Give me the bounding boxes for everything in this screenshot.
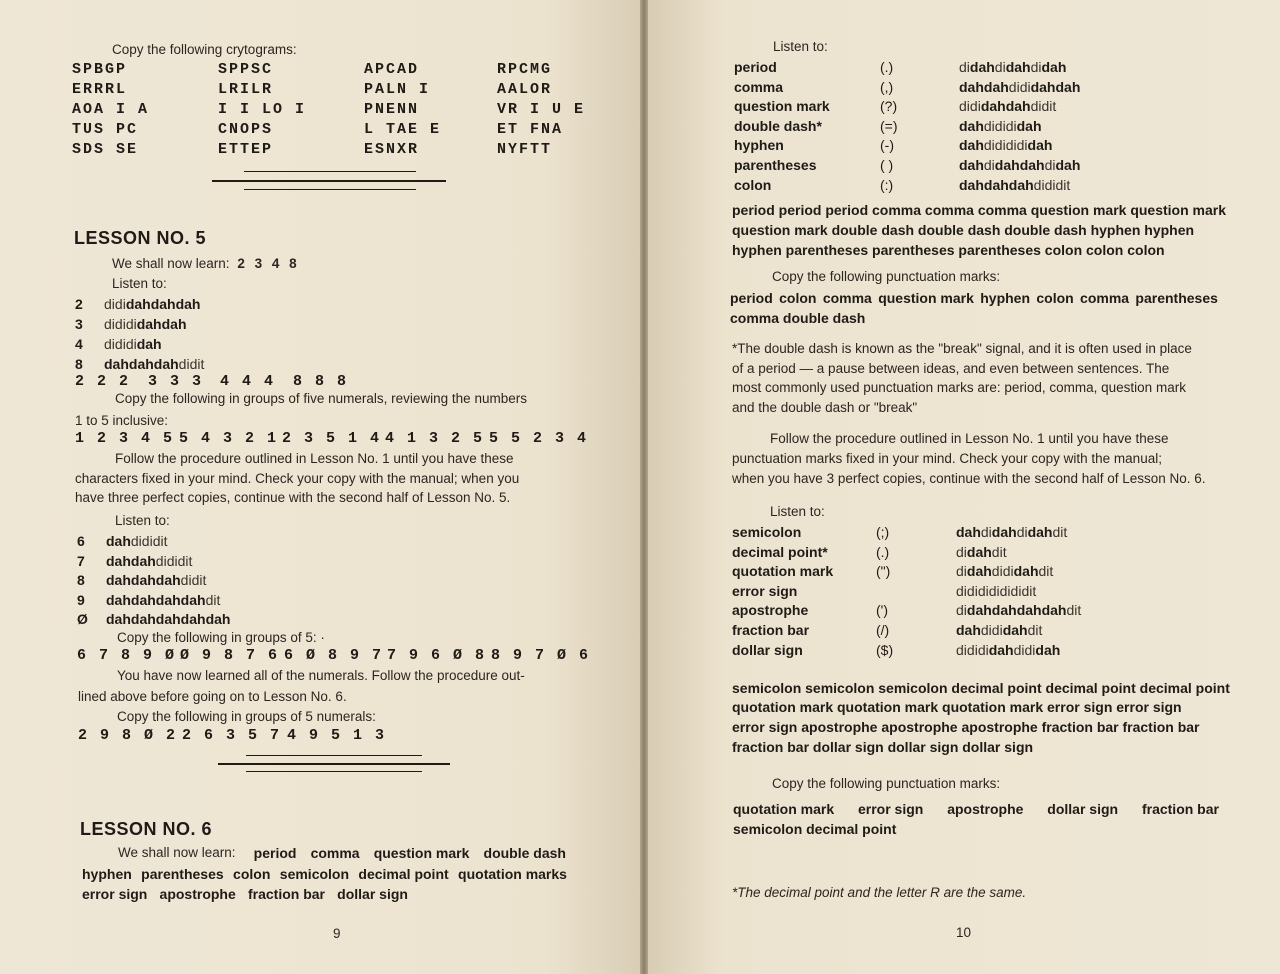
cryptogram-group: ET FNA — [497, 121, 564, 138]
copy-item: comma — [822, 290, 872, 306]
follow-line3: when you have 3 perfect copies, continue with the second half of Lesson No. 6. — [732, 471, 1206, 486]
numeral: 7 — [77, 552, 85, 569]
morse-code: didididah — [104, 336, 162, 352]
learn-item: semicolon — [279, 866, 350, 882]
cryptogram-group: I I LO I — [218, 101, 307, 118]
punct-name: semicolon — [732, 524, 802, 540]
copy-b1 — [733, 801, 1219, 817]
cryptogram-group: VR I U E — [497, 101, 586, 118]
copy-item: apostrophe — [947, 801, 1024, 817]
page-number: 10 — [956, 925, 972, 940]
note-line1: *The double dash is known as the "break" signal, and it is often used in place — [732, 341, 1192, 356]
punct-symbol: (;) — [876, 524, 890, 540]
cryptogram-group: PNENN — [364, 101, 420, 118]
cryptogram-group: ESNXR — [364, 141, 420, 158]
cryptogram-group: SPPSC — [218, 61, 274, 78]
drill-group: 8 8 8 — [293, 373, 349, 390]
punct-name: comma — [734, 78, 784, 95]
lesson6-title: LESSON NO. 6 — [80, 819, 213, 839]
learn-item: dollar sign — [337, 886, 408, 902]
copy-five-line1: Copy the following in groups of five numerals, reviewing the numbers — [115, 391, 527, 406]
lesson5-learn — [112, 256, 300, 271]
punct-symbol: (=) — [880, 117, 898, 134]
right-page — [648, 0, 1280, 974]
learn-label: We shall now learn: — [118, 845, 236, 860]
morse-code: dahdahdahdahdit — [106, 591, 221, 608]
follow-line1: Follow the procedure outlined in Lesson No. 1 until you have these — [115, 451, 514, 466]
numeral: 6 — [77, 533, 85, 549]
punct-symbol: (-) — [880, 137, 894, 154]
cryptogram-group: AOA I A — [72, 101, 150, 118]
numeral-group: 4 1 3 2 5 — [385, 430, 485, 447]
punct-name: fraction bar — [732, 622, 810, 638]
numeral-group: 2 3 5 1 4 — [282, 430, 382, 447]
numeral-group: 2 6 3 5 7 — [182, 727, 282, 744]
listen-label: Listen to: — [112, 276, 167, 291]
drill-b2: quotation mark quotation mark quotation mark error sign error sign — [732, 699, 1182, 715]
numeral-group: 8 9 7 Ø 6 — [491, 647, 591, 664]
follow-line2: punctuation marks fixed in your mind. Check your copy with the manual; — [732, 451, 1162, 466]
drill-b3: error sign apostrophe apostrophe apostrophe fraction bar fraction bar — [732, 719, 1200, 735]
cryptogram-group: ERRRL — [72, 81, 128, 98]
punct-name: hyphen — [734, 137, 784, 154]
learn-item: apostrophe — [159, 886, 236, 902]
morse-code: dahdididahdit — [956, 622, 1043, 638]
punct-name: quotation mark — [732, 563, 834, 580]
morse-code: dididahdahdah — [104, 296, 201, 312]
cryptogram-group: SPBGP — [72, 61, 128, 78]
cryptogram-group: AALOR — [497, 81, 553, 98]
copy-item: quotation mark — [733, 801, 835, 817]
morse-code: dahdididididah — [959, 137, 1053, 154]
cryptogram-group: PALN I — [364, 81, 431, 98]
divider-rule — [246, 755, 422, 756]
learn-item: colon — [233, 866, 271, 882]
numeral-group: 5 5 2 3 4 — [489, 430, 589, 447]
learn-value: 2 3 4 8 — [237, 256, 300, 271]
learn-item: parentheses — [141, 866, 224, 882]
numeral-group: Ø 9 8 7 6 — [180, 647, 280, 664]
punct-name: dollar sign — [732, 641, 803, 658]
copy-punct-label: Copy the following punctuation marks: — [772, 269, 1001, 284]
morse-code: dididididididit — [956, 582, 1037, 599]
numeral-group: 7 9 6 Ø 8 — [387, 647, 487, 664]
copy-item: dollar sign — [1047, 801, 1119, 817]
drill-b4: fraction bar dollar sign dollar sign dollar sign — [732, 739, 1034, 755]
punct-symbol: ($) — [876, 641, 894, 658]
learn-item: double dash — [483, 845, 566, 861]
numeral: 8 — [75, 356, 83, 372]
follow-line3: have three perfect copies, continue with the second half of Lesson No. 5. — [75, 490, 511, 505]
punct-symbol: (') — [876, 602, 888, 619]
copy-item: comma — [1080, 290, 1130, 306]
numeral: Ø — [77, 611, 88, 627]
note-line3: most commonly used punctuation marks are: period, comma, question mark — [732, 380, 1186, 395]
morse-code: didahdahdahdahdit — [956, 602, 1082, 619]
morse-code: didahdidahdidah — [959, 59, 1067, 75]
numeral: 9 — [77, 591, 85, 608]
learn-item: period — [253, 845, 297, 861]
punct-symbol: (/) — [876, 622, 890, 638]
learn-item: decimal point — [358, 866, 449, 882]
morse-code: dahdahdahdidit — [106, 572, 207, 588]
cryptogram-group: CNOPS — [218, 121, 274, 138]
learned-line1: You have now learned all of the numerals. Follow the procedure out- — [117, 668, 525, 683]
copy-five-b: Copy the following in groups of 5: · — [117, 630, 325, 645]
morse-code: dahdidahdidahdit — [956, 524, 1068, 540]
punct-symbol: (") — [876, 563, 891, 580]
lesson6-line3 — [82, 886, 408, 902]
note-line2: of a period — a pause between ideas, and even between sentences. The — [732, 361, 1170, 376]
numeral: 2 — [75, 296, 83, 312]
learn-item: fraction bar — [247, 886, 325, 902]
numeral-group: 5 4 3 2 1 — [179, 430, 279, 447]
divider-rule — [244, 189, 416, 190]
numeral-group: 1 2 3 4 5 — [75, 430, 175, 447]
punct-name: error sign — [732, 582, 798, 599]
copy-b2: semicolon decimal point — [733, 821, 897, 837]
copy-item: error sign — [857, 801, 924, 817]
morse-code: didididahdah — [104, 316, 187, 332]
punct-name: period — [734, 59, 777, 75]
punct-symbol: ( ) — [880, 157, 894, 173]
punct-symbol: (.) — [880, 59, 894, 75]
learn-item: comma — [310, 845, 360, 861]
numeral-group: 2 9 8 Ø 2 — [78, 727, 178, 744]
numeral: 8 — [77, 572, 85, 588]
morse-code: dahdahdahdahdah — [106, 611, 231, 627]
morse-code: didahdididahdit — [956, 563, 1054, 580]
punct-name: parentheses — [734, 157, 817, 173]
punct-symbol: (,) — [880, 78, 894, 95]
morse-code: dahdahdahdididit — [959, 176, 1071, 193]
punct-name: double dash* — [734, 117, 822, 134]
morse-code: dididahdahdidit — [959, 98, 1057, 115]
note-line4: and the double dash or "break" — [732, 400, 918, 415]
punct-name: decimal point* — [732, 543, 828, 560]
cryptogram-group: L TAE E — [364, 121, 442, 138]
copy-item: colon — [779, 290, 817, 306]
copy-punct-label-2: Copy the following punctuation marks: — [772, 776, 1001, 791]
punct-name: apostrophe — [732, 602, 809, 619]
drill-group: 3 3 3 — [148, 373, 204, 390]
morse-code: didahdit — [956, 543, 1007, 560]
cryptogram-group: TUS PC — [72, 121, 139, 138]
morse-code: didididahdididah — [956, 641, 1061, 658]
drill-group: 2 2 2 — [75, 373, 131, 390]
numeral-group: 6 7 8 9 Ø — [77, 647, 177, 664]
morse-code: dahdidididah — [959, 117, 1042, 134]
follow-line2: characters fixed in your mind. Check your copy with the manual; when you — [75, 471, 520, 486]
copy-a2: comma double dash — [730, 310, 866, 326]
divider-rule — [244, 171, 416, 172]
copy-item: hyphen — [980, 290, 1031, 306]
lesson6-line1 — [118, 845, 566, 861]
crypto-intro: Copy the following crytograms: — [112, 42, 297, 57]
punct-name: question mark — [734, 98, 830, 115]
drill-a1: period period period comma comma comma question mark question mark — [732, 202, 1227, 218]
learned-line2: lined above before going on to Lesson No. 6. — [78, 689, 347, 704]
copy-item: period — [730, 290, 773, 306]
listen-label-2: Listen to: — [770, 504, 825, 519]
divider-rule — [246, 771, 422, 772]
copy-item: fraction bar — [1141, 801, 1219, 817]
morse-code: dahdidahdahdidah — [959, 157, 1081, 173]
cryptogram-group: LRILR — [218, 81, 274, 98]
drill-b1: semicolon semicolon semicolon decimal point decimal point decimal point — [732, 680, 1230, 696]
learn-item: hyphen — [82, 866, 132, 882]
copy-item: parentheses — [1135, 290, 1218, 306]
punct-symbol: (:) — [880, 176, 894, 193]
divider-rule — [218, 763, 450, 765]
punct-symbol: (.) — [876, 543, 890, 560]
numeral-group: 4 9 5 1 3 — [287, 727, 387, 744]
numeral: 4 — [75, 336, 83, 352]
learn-item: question mark — [373, 845, 470, 861]
copy-item: question mark — [878, 290, 974, 306]
cryptogram-group: ETTEP — [218, 141, 274, 158]
punct-symbol: (?) — [880, 98, 898, 115]
numeral-group: 6 Ø 8 9 7 — [284, 647, 384, 664]
morse-code: dahdididit — [106, 533, 168, 549]
numeral: 3 — [75, 316, 83, 332]
learn-label: We shall now learn: — [112, 256, 230, 271]
drill-a3: hyphen parentheses parentheses parentheses colon colon colon — [732, 242, 1165, 258]
listen-label-2: Listen to: — [115, 513, 170, 528]
follow-line1: Follow the procedure outlined in Lesson No. 1 until you have these — [770, 431, 1169, 446]
cryptogram-group: APCAD — [364, 61, 420, 78]
copy-five-line2: 1 to 5 inclusive: — [75, 413, 169, 428]
learn-item: error sign — [82, 886, 148, 902]
copy-a1 — [730, 290, 1218, 306]
copy-five-c: Copy the following in groups of 5 numerals: — [117, 709, 376, 724]
morse-code: dahdahdididahdah — [959, 78, 1081, 95]
copy-item: colon — [1036, 290, 1074, 306]
cryptogram-group: NYFTT — [497, 141, 553, 158]
learn-item: quotation marks — [458, 866, 567, 882]
morse-code: dahdahdahdidit — [104, 356, 205, 372]
page-number: 9 — [333, 926, 341, 941]
drill-group: 4 4 4 — [220, 373, 276, 390]
punct-name: colon — [734, 176, 772, 193]
lesson6-line2 — [82, 866, 567, 882]
cryptogram-group: SDS SE — [72, 141, 139, 158]
cryptogram-group: RPCMG — [497, 61, 553, 78]
drill-a2: question mark double dash double dash double dash hyphen hyphen — [732, 222, 1195, 238]
morse-code: dahdahdididit — [106, 552, 193, 569]
footnote: *The decimal point and the letter R are the same. — [732, 885, 1027, 900]
lesson5-title: LESSON NO. 5 — [74, 228, 207, 248]
listen-label: Listen to: — [773, 39, 828, 54]
divider-rule — [212, 180, 446, 182]
